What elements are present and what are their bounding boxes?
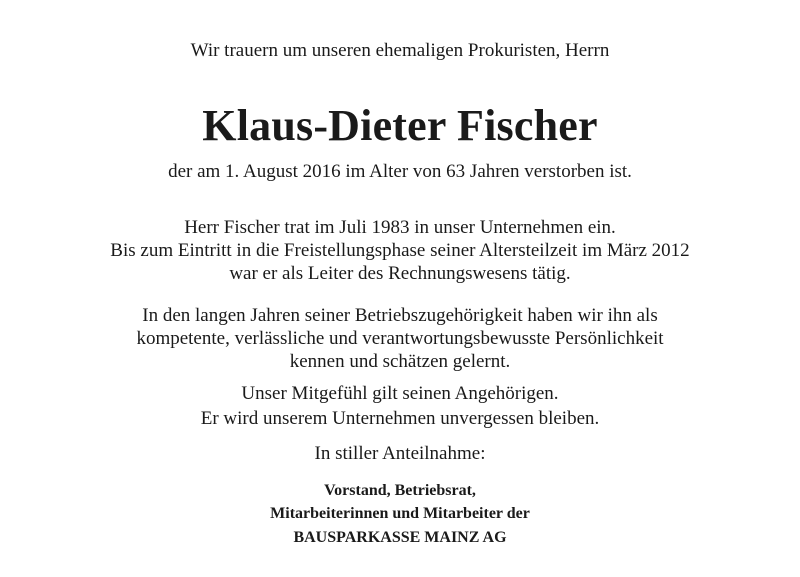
death-date-text: der am 1. August 2016 im Alter von 63 Jahren verstorben ist.	[168, 161, 632, 182]
tribute-line-1: In den langen Jahren seiner Betriebszugehörigkeit haben wir ihn als	[142, 305, 658, 326]
sympathy-line-1: Unser Mitgefühl gilt seinen Angehörigen.	[241, 383, 559, 404]
deceased-name: Klaus-Dieter Fischer	[202, 101, 598, 150]
career-line-1: Herr Fischer trat im Juli 1983 in unser Unternehmen ein.	[184, 217, 616, 238]
signature-line-2: Mitarbeiterinnen und Mitarbeiter der	[270, 505, 530, 522]
signature-company: BAUSPARKASSE MAINZ AG	[293, 529, 507, 546]
tribute-line-2: kompetente, verlässliche und verantwortungsbewusste Persönlichkeit	[136, 328, 664, 349]
intro-text: Wir trauern um unseren ehemaligen Prokuristen, Herrn	[190, 40, 610, 61]
career-line-2: Bis zum Eintritt in die Freistellungsphase seiner Altersteilzeit im März 2012	[110, 240, 690, 261]
career-line-3: war er als Leiter des Rechnungswesens tätig.	[229, 263, 571, 284]
tribute-line-3: kennen und schätzen gelernt.	[289, 351, 511, 372]
closing-text: In stiller Anteilnahme:	[314, 443, 486, 464]
signature-line-1: Vorstand, Betriebsrat,	[324, 482, 476, 499]
sympathy-line-2: Er wird unserem Unternehmen unvergessen bleiben.	[200, 408, 600, 429]
